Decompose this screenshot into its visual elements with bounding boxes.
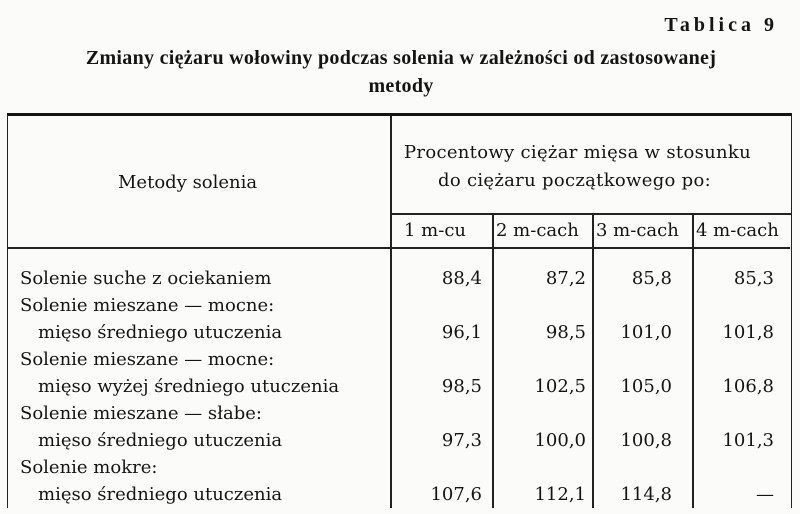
row-1-value-4: 85,3 — [733, 268, 774, 289]
row-3-value-3: 105,0 — [620, 376, 672, 397]
table-number: Tablica 9 — [664, 14, 778, 36]
col-divider-2 — [592, 214, 594, 508]
period-header-3: 3 m-cach — [596, 220, 679, 241]
row-2-value-2: 98,5 — [545, 322, 586, 343]
period-header-4: 4 m-cach — [696, 220, 779, 241]
period-header-2: 2 m-cach — [496, 220, 579, 241]
row-2-value-3: 101,0 — [620, 322, 672, 343]
row-2-value-1: 96,1 — [441, 322, 482, 343]
col-divider-3 — [692, 214, 694, 508]
group-header-line-2: do ciężaru początkowego po: — [438, 170, 712, 191]
row-4-value-1: 97,3 — [441, 430, 482, 451]
header-rule — [8, 247, 790, 249]
row-4-value-4: 101,3 — [722, 430, 774, 451]
row-4-label-2: mięso średniego utuczenia — [38, 430, 283, 451]
row-5-label-1: Solenie mokre: — [20, 457, 158, 478]
row-4-value-2: 100,0 — [534, 430, 586, 451]
subheader-rule — [390, 213, 791, 215]
table-title — [8, 44, 794, 100]
row-3-value-2: 102,5 — [534, 376, 586, 397]
title-line-1: Zmiany ciężaru wołowiny podczas solenia w zależności od zastosowanej — [85, 47, 717, 69]
row-5-value-4: — — [756, 484, 774, 505]
row-1-label: Solenie suche z ociekaniem — [20, 268, 272, 289]
row-4-value-3: 100,8 — [620, 430, 672, 451]
title-line-2: metody — [368, 75, 434, 97]
row-3-label-1: Solenie mieszane — mocne: — [20, 349, 275, 370]
row-1-value-2: 87,2 — [545, 268, 586, 289]
row-2-label-1: Solenie mieszane — mocne: — [20, 295, 275, 316]
row-5-value-1: 107,6 — [430, 484, 482, 505]
row-5-value-2: 112,1 — [534, 484, 586, 505]
row-1-value-1: 88,4 — [441, 268, 482, 289]
data-table — [7, 113, 792, 508]
row-2-label-2: mięso średniego utuczenia — [38, 322, 283, 343]
row-2-value-4: 101,8 — [722, 322, 774, 343]
group-header-line-1: Procentowy ciężar mięsa w stosunku — [404, 142, 752, 163]
row-3-label-2: mięso wyżej średniego utuczenia — [38, 376, 340, 397]
col-divider-1 — [492, 214, 494, 508]
row-5-value-3: 114,8 — [620, 484, 672, 505]
row-3-value-4: 106,8 — [722, 376, 774, 397]
row-4-label-1: Solenie mieszane — słabe: — [20, 403, 262, 424]
row-5-label-2: mięso średniego utuczenia — [38, 484, 283, 505]
row-1-value-3: 85,8 — [631, 268, 672, 289]
period-header-1: 1 m-cu — [404, 220, 466, 241]
row-3-value-1: 98,5 — [441, 376, 482, 397]
method-column-header: Metody solenia — [118, 172, 258, 193]
